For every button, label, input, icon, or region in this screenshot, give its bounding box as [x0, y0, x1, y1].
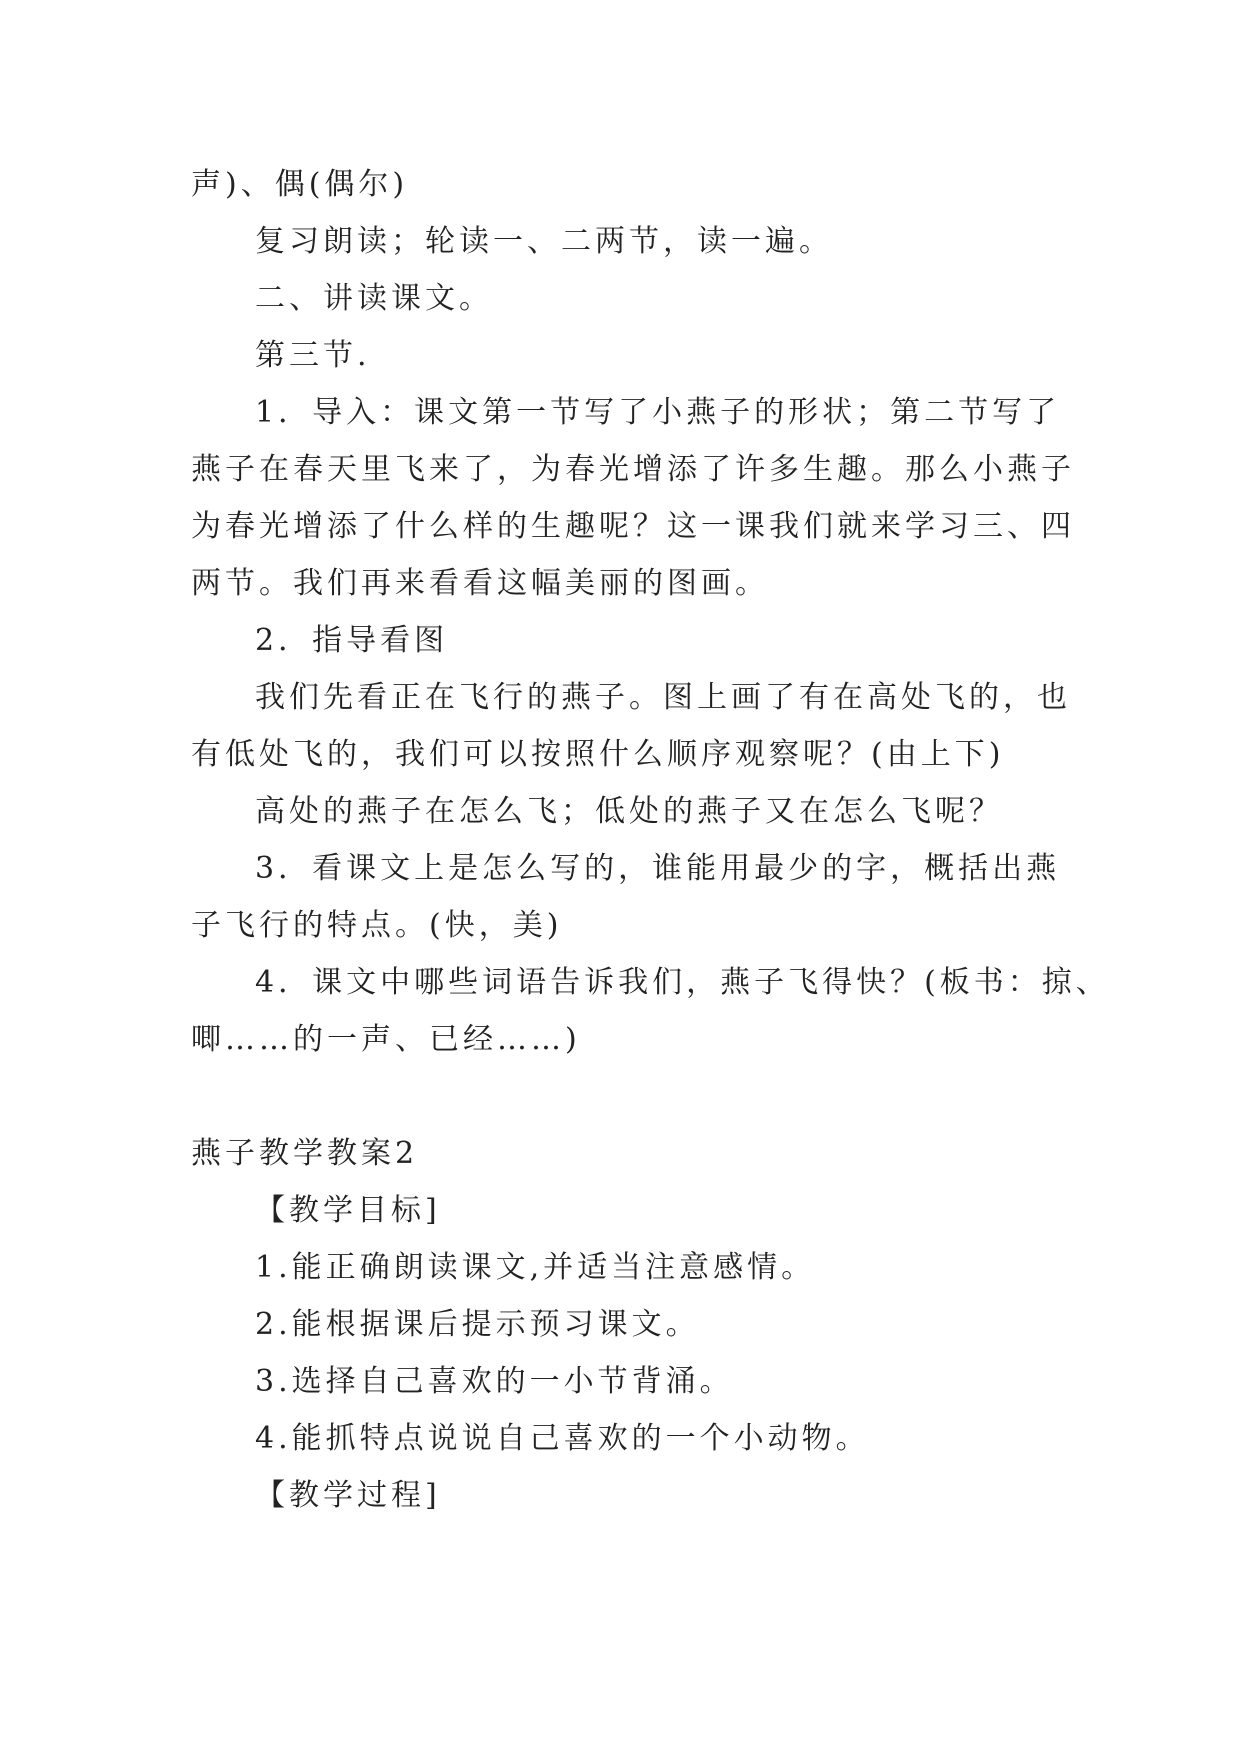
- text-line: 唧……的一声、已经……): [191, 1022, 581, 1057]
- section-title: 燕子教学教案2: [191, 1136, 419, 1171]
- text-line: 两节。我们再来看看这幅美丽的图画。: [191, 566, 769, 601]
- text-line: 2．指导看图: [255, 623, 449, 658]
- text-line: 声)、偶(偶尔): [191, 167, 409, 202]
- text-line: 为春光增添了什么样的生趣呢？这一课我们就来学习三、四: [191, 509, 1075, 544]
- text-line: 二、讲读课文。: [255, 281, 493, 316]
- text-line: 我们先看正在飞行的燕子。图上画了有在高处飞的，也: [255, 680, 1071, 715]
- text-line: 高处的燕子在怎么飞；低处的燕子又在怎么飞呢？: [255, 794, 1003, 829]
- text-line: 第三节.: [255, 338, 371, 373]
- text-line: 子飞行的特点。(快，美): [191, 908, 563, 943]
- list-item: 1.能正确朗读课文,并适当注意感情。: [255, 1250, 816, 1285]
- text-line: 4．课文中哪些词语告诉我们，燕子飞得快？(板书：掠、: [255, 965, 1110, 1000]
- text-line: 1．导入：课文第一节写了小燕子的形状；第二节写了: [255, 395, 1061, 430]
- list-item: 2.能根据课后提示预习课文。: [255, 1307, 700, 1342]
- text-line: 燕子在春天里飞来了，为春光增添了许多生趣。那么小燕子: [191, 452, 1075, 487]
- text-line: 3．看课文上是怎么写的，谁能用最少的字，概括出燕: [255, 851, 1061, 886]
- subheading: 【教学过程]: [255, 1478, 441, 1513]
- text-line: 复习朗读；轮读一、二两节，读一遍。: [255, 224, 833, 259]
- text-line: 有低处飞的，我们可以按照什么顺序观察呢？(由上下): [191, 737, 1005, 772]
- list-item: 4.能抓特点说说自己喜欢的一个小动物。: [255, 1421, 870, 1456]
- subheading: 【教学目标]: [255, 1193, 441, 1228]
- list-item: 3.选择自己喜欢的一小节背涌。: [255, 1364, 734, 1399]
